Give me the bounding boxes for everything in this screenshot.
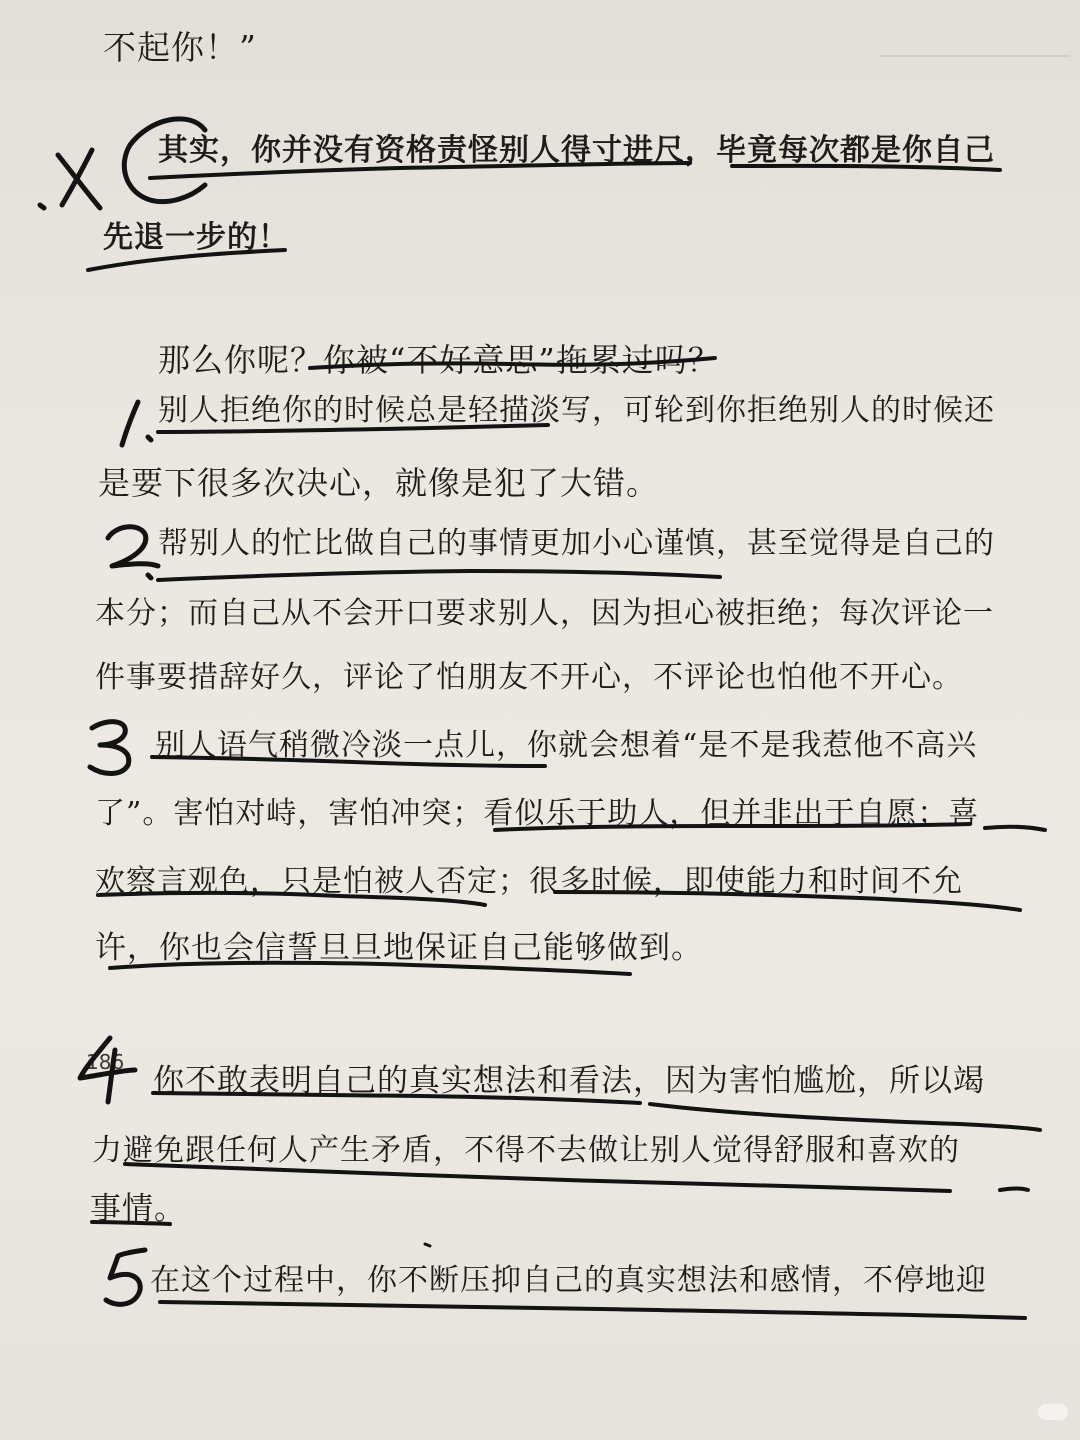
handwritten-number-3 (90, 722, 129, 774)
handwritten-number-2 (108, 527, 158, 578)
bleed-through-text (880, 55, 1070, 97)
page-number: 186 (86, 1050, 125, 1074)
watermark-badge (1038, 1404, 1068, 1420)
handwritten-number-5 (106, 1250, 145, 1304)
book-page: 不起你！” 其实，你并没有资格责怪别人得寸进尺，毕竟每次都是你自己 先退一步的！ 那么你呢？你被“不好意思”拖累过吗？ 别人拒绝你的时候总是轻描淡写，可轮到你拒绝别人的时候还 是要下很多次决心，就像是犯了大错。 帮别人的忙比做自己的事情更加小心谨慎，甚至觉得是自己的 本分；而自己从不会开口要求别人，因为担心被拒绝；每次评论一 件事要措辞好久，评论了怕朋友不开心，不评论也怕他不开心。 别人语气稍微冷淡一点儿，你就会想着“是不是我惹他不高兴 了”。害怕对峙，害怕冲突；看似乐于助人，但并非出于自愿；喜 欢察言观色，只是怕被人否定；很多时候，即使能力和时间不允 许，你也会信誓旦旦地保证自己能够做到。 你不敢表明自己的真实想法和看法，因为害怕尴尬，所以竭 力避免跟任何人产生矛盾，不得不去做让别人觉得舒服和喜欢的 事情。 在这个过程中，你不断压抑自己的真实想法和感情，不停地迎 186 (0, 0, 1080, 1440)
handwritten-number-1 (122, 402, 151, 445)
